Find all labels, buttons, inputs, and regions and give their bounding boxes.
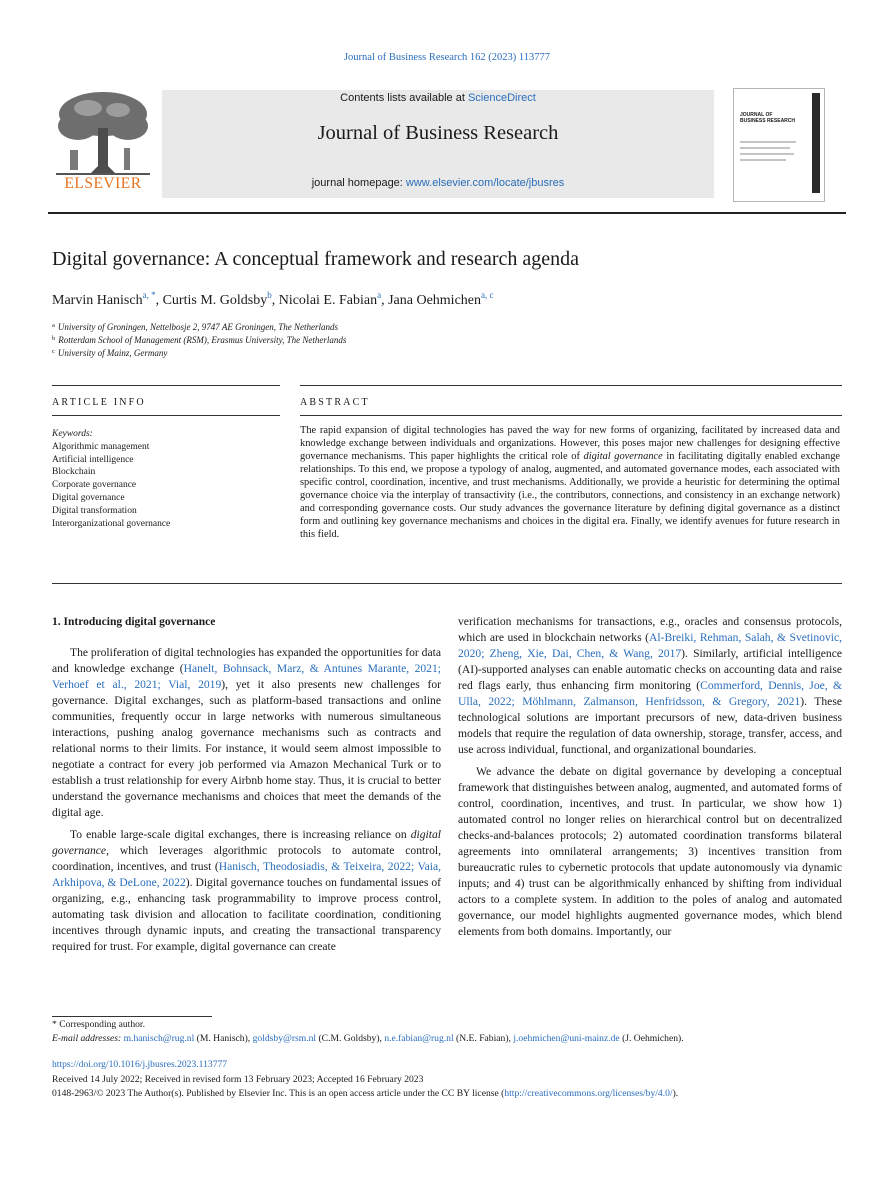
license-text: ). [672,1088,679,1099]
affiliation-text: Rotterdam School of Management (RSM), Erasmus University, The Netherlands [58,335,347,345]
keyword: Digital governance [52,492,125,503]
journal-name: Journal of Business Research [317,122,559,144]
email-addresses [52,1032,684,1046]
email-label: E-mail addresses: [52,1033,124,1044]
keyword: Corporate governance [52,480,137,491]
italic-term: digital governance [52,828,441,857]
citation-link[interactable]: Commerford, Dennis, Joe, & Ulla, 2022; Möhlmann, Zalmanson, Henfridsson, & Gregory, 2021 [458,679,842,708]
cover-line [740,147,790,149]
body-column-left [52,645,441,961]
article-info-rule [52,385,280,386]
text-run: ). Similarly, artificial intelligence (AI)-supported analyses can enable automatic checks on accounting data and raise red flags early, thus enhancing firm monitoring ( [458,647,842,692]
keyword: Algorithmic management [52,441,150,452]
body-paragraph [52,827,441,955]
license-text: 0148-2963/© 2023 The Author(s). Published by Elsevier Inc. This is an open access article under the CC BY license ( [52,1088,505,1099]
text-run: verification mechanisms for transactions, e.g., oracles and consensus protocols, which are used in blockchain networks ( [458,615,842,644]
license-link[interactable]: http://creativecommons.org/licenses/by/4.0/ [504,1088,673,1099]
keyword: Interorganizational governance [52,518,171,529]
keyword: Blockchain [52,467,96,478]
text-run: ). These technological solutions are important precursors of new, data-driven business models that require the regulation of data ownership, storage, transfer, access, and use across individual, functional, and organizational boundaries. [458,695,842,756]
keyword: Digital transformation [52,505,137,516]
email-link[interactable]: j.oehmichen@uni-mainz.de [513,1033,620,1044]
author-affil-sup[interactable]: a, * [142,290,156,300]
affiliation [52,348,167,358]
author-affil-sup[interactable]: a [377,290,382,300]
sciencedirect-link[interactable]: ScienceDirect [467,92,536,104]
elsevier-tree-icon [48,88,158,176]
affiliation-sup: a [52,322,55,329]
email-owner: (C.M. Goldsby), [316,1033,385,1044]
affiliation-sup: b [52,335,56,342]
email-owner: (J. Oehmichen). [619,1033,684,1044]
keywords-label: Keywords: [52,429,93,439]
text-run: ), yet it also presents new challenges for governance. Digital exchanges, such as platform-based transactions and online communities, frequently occur in large networks with numerous simultaneous interactions, pushing analog governance mechanisms such as contracts and relational norms to their limits. For instance, it would seem almost impossible to negotiate a contract for every job performed via Amazon Mechanical Turk or to establish a trust relationship for every Airbnb home stay. Thus, it is crucial to better understand the governance mechanisms and choices that meet the demands of the digital age. [52,678,441,819]
abstract-rule [300,385,842,386]
citation-link[interactable]: Al-Breiki, Rehman, Salah, & Svetinovic, 2020; Zheng, Xie, Dai, Chen, & Wang, 2017 [458,631,843,660]
author-affil-sup[interactable]: a, c [481,290,494,300]
citation-link[interactable]: Hanisch, Theodosiadis, & Teixeira, 2022; Vaia, Arkhipova, & DeLone, 2022 [52,860,441,889]
author-name[interactable]: Nicolai E. Fabian [278,293,378,308]
abstract-part: in facilitating digitally enabled exchange relationships. To this end, we propose a typology of analog, augmented, and automated governance modes, each associated with specific control, coordination, incentive, and trust mechanisms. Additionally, we provide a heuristic for determining the optimal governance choice via the interplay of transactivity (i.e., the contributors, connections, and consistency in an exchange network) and corresponding governance costs. Our study advances the governance literature by defining digital governance as a distinct form and outlining key governance mechanisms and choices in the digital era. Finally, we identify avenues for future research in this field. [300,451,840,540]
affiliation [52,335,346,345]
article-info-heading: ARTICLE INFO [52,397,146,408]
author-affil-sup[interactable]: b [267,290,272,300]
abstract-italic-term: digital governance [583,451,663,462]
journal-homepage-line [162,177,714,189]
journal-cover-thumbnail[interactable] [733,88,825,202]
cover-title: JOURNAL OF BUSINESS RESEARCH [740,112,796,124]
footnote-block [52,1018,684,1046]
author-name[interactable]: Jana Oehmichen [388,293,482,308]
body-paragraph-continued [458,614,842,758]
article-info-rule [52,415,280,416]
affiliation-text: University of Mainz, Germany [57,348,168,358]
body-paragraph: We advance the debate on digital governance by developing a conceptual framework that distinguishes between analog, augmented, and automated forms of control, coordination, incentives, and trust. In particular, we show how 1) automated control no longer relies on hierarchical control but on decentralized checks-and-balances protocols; 2) automated coordination transforms bilateral agreements into omnilateral arrangements; 3) incentives transition from bureaucratic rules to cybernetic protocols that update autonomously via dynamic inputs; and 4) trust can be algorithmically enhanced by shifting from individual actors to a complete system. In addition to the poles of analog and automated governance, our model highlights augmented governance modes, which blend elements from both domains. Importantly, our [458,765,842,938]
homepage-prefix: journal homepage: [311,177,406,189]
author-name[interactable]: Curtis M. Goldsby [162,293,268,308]
doi-link[interactable]: https://doi.org/10.1016/j.jbusres.2023.113777 [52,1059,228,1070]
text-run: The proliferation of digital technologies has expanded the opportunities for data and knowledge exchange ( [52,646,441,675]
contents-available-line [162,92,714,104]
abstract-bottom-rule [52,583,842,584]
citation-link[interactable]: Hanelt, Bohnsack, Marz, & Antunes Marante, 2021; Verhoef et al., 2021; Vial, 2019 [52,662,441,691]
corresponding-author-note: * Corresponding author. [52,1019,145,1030]
affiliation [52,322,338,332]
author-list: Marvin Hanisch$^{a, *}$, Curtis M. Goldsby$^b$, Nicolai E. Fabian$^a$, Jana Oehmichen$^{a, c}$ [52,290,494,308]
license-line [52,1087,678,1102]
footnote-rule [52,1016,212,1017]
abstract-rule [300,415,842,416]
elsevier-wordmark[interactable]: ELSEVIER [64,175,142,192]
cover-line [740,153,794,155]
author-name[interactable]: Marvin Hanisch [52,293,143,308]
body-column-right [458,614,842,940]
affiliation-text: University of Groningen, Nettelbosje 2, 9747 AE Groningen, The Netherlands [57,322,339,332]
email-link[interactable]: m.hanisch@rug.nl [123,1033,195,1044]
abstract-part: The rapid expansion of digital technologies has paved the way for new forms of organizing, facilitated by increased data and knowledge exchange between individuals and organizations. However, this poses major new challenges for designing effective governance mechanisms. This paper highlights the critical role of [300,425,840,462]
cover-line [740,141,796,143]
paper-title: Digital governance: A conceptual framework and research agenda [52,248,579,270]
received-dates: Received 14 July 2022; Received in revised form 13 February 2023; Accepted 16 February 2023 [52,1073,424,1085]
header-rule [48,212,846,214]
text-run: ). Digital governance touches on fundamental issues of organizing, e.g., enhancing task programmability to improve process control, automating task division and allocation to facilitate coordination, conditioning incentives through dynamic inputs, and creating the transactional transparency required for trust. For example, digital governance can create [52,876,442,953]
cover-line [740,159,786,161]
abstract-text [300,424,840,541]
email-link[interactable]: n.e.fabian@rug.nl [384,1033,454,1044]
email-owner: (N.E. Fabian), [453,1033,514,1044]
body-paragraph [52,645,441,821]
keyword: Artificial intelligence [52,454,134,465]
keywords-list [52,428,170,530]
text-run: , which leverages algorithmic protocols to automate control, coordination, incentives, and trust ( [52,844,441,873]
section-heading: 1. Introducing digital governance [52,616,216,628]
affiliation-sup: c [52,348,55,355]
email-owner: (M. Hanisch), [194,1033,253,1044]
cover-spine-bar [812,93,820,193]
abstract-heading: ABSTRACT [300,397,370,408]
journal-citation[interactable]: Journal of Business Research 162 (2023) 113777 [343,52,551,63]
contents-prefix: Contents lists available at [340,92,468,104]
publication-info [52,1058,678,1102]
text-run: To enable large-scale digital exchanges, there is increasing reliance on [70,828,411,841]
email-link[interactable]: goldsby@rsm.nl [252,1033,317,1044]
homepage-link[interactable]: www.elsevier.com/locate/jbusres [405,177,565,189]
